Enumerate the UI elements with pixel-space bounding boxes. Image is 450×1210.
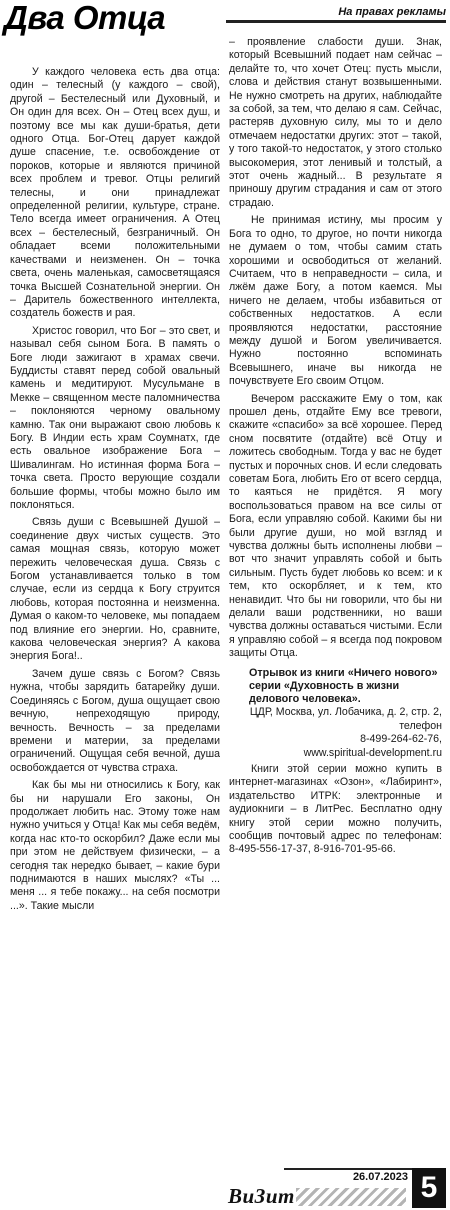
paragraph: Христос говорил, что Бог – это свет, и называл себя сыном Бога. В память о Боге люди зажигают в храмах свечи. Буддисты ставят перед собой овальный камень и медитируют. Мусульмане в Мекке – священном месте паломничества – поклоняются черному овальному камню. Так они выражают свою любовь к Богу. В Индии есть храм Соумнатх, где есть овальное изображение Бога – Шивалингам. Но истинная форма Бога – точка света. Просто верующие создали большие формы, чтобы можно было им поклоняться. bbox=[10, 324, 220, 511]
paragraph: У каждого человека есть два отца: один – телесный (у каждого – свой), другой – Бестелесный или Духовный, и Он один для всех. Он – Отец всех душ, и поэтому все мы как души-братья, дети одного Отца. Бог-Отец дарует каждой душе спасение, т.е. освобождение от пороков, которые и являются причиной всех проблем и тревог. Отцы религий телесны, и они принадлежат определенной религии, культуре, стране. Тело всегда имеет ограничения. А Отец всех – бестелесный, безграничный. Он обладает всеми положительными качествами и неизменен. Он – точка света, очень маленькая, самосветящаяся точка Высшей Сознательной энергии. Он – Даритель божественного интеллекта, создатель божеств и рая. bbox=[10, 66, 220, 320]
source-website[interactable]: www.spiritual-development.ru bbox=[303, 746, 442, 759]
newspaper-logo: ВиЗит bbox=[228, 1184, 295, 1208]
source-contacts bbox=[229, 706, 442, 760]
footer-stripes bbox=[296, 1188, 406, 1206]
page-footer bbox=[226, 1168, 450, 1210]
source-phone: 8-499-264-62-76, bbox=[360, 733, 442, 746]
paragraph: Как бы мы ни относились к Богу, как бы ни нарушали Его законы, Он продолжает любить нас. Этому тоже нам нужно учиться у Отца! Как мы себя ведём, когда нас кто-то оскорбил? Даже если мы при этом не действуем физически, – а сегодня так нередко бывает, – какие бури поднимаются в наших мыслях? «Ты ... меня ... я тебе покажу... на себя посмотри ...». Такие мысли bbox=[10, 779, 220, 912]
issue-date: 26.07.2023 bbox=[284, 1168, 412, 1182]
paragraph: Вечером расскажите Ему о том, как прошел день, отдайте Ему все тревоги, скажите «спасибо» за всё хорошее. Перед сном посвятите (отдайте) всё Отцу и ложитесь свободным. Тогда у вас не будет пустых и порочных снов. И если следовать советам Бога, любить Его от всего сердца, то каяться не придётся. Я могу воспользоваться правом на все силы от Бога, если управляю собой. Какими бы ни были другие души, но мой взгляд и чувства должны быть исполнены любви – вот что значит управлять собой и быть сильным. Пусть будет любовь ко всем: и к тем, кто оскорбляет, и к тем, кто ненавидит. Что бы ни говорили, что бы ни делали ваши родственники, но ваши чувства должны оставаться чистыми. Если я управляю собой – я всегда под покровом защиты Отца. bbox=[229, 392, 442, 660]
ad-label: На правах рекламы bbox=[338, 6, 446, 18]
header-rule bbox=[226, 20, 446, 23]
purchase-info: Книги этой серии можно купить в интернет-магазинах «Озон», «Лабиринт», издательство ИТРК: электронные и аудиокниги – в ЛитРес. Бесплатно одну книгу этой серии можно получить, сообщив почтовый адрес по телефонам: 8-495-556-17-37, 8-916-701-95-66. bbox=[229, 762, 442, 856]
source-address: ЦДР, Москва, ул. Лобачика, д. 2, стр. 2, телефон bbox=[249, 706, 442, 732]
source-heading: Отрывок из книги «Ничего нового» серии «Духовность в жизни делового человека». bbox=[249, 666, 438, 706]
article-title: Два Отца bbox=[4, 0, 166, 36]
paragraph: Не принимая истину, мы просим у Бога то одно, то другое, но почти никогда не думаем о том, чтобы самим стать хорошими и освободиться от желаний. Считаем, что в неправедности – сила, и лжём даже Богу, а потом каемся. Мы ничего не делаем, чтобы избавиться от собственных недостатков. А если проявляются недостатки, расстояние между душой и Богом увеличивается. Нужно постоянно вспоминать Всевышнего, иначе вы никогда не почувствуете Его своим Отцом. bbox=[229, 214, 442, 388]
paragraph: – проявление слабости души. Знак, который Всевышний подает нам сейчас – делайте то, что хочет Отец: пусть мысли, слова и действия станут возвышенными. Не нужно смотреть на других, наблюдайте за собой, за тем, что делаю я сам. Сейчас, растеряв духовную силу, мы то и дело отмечаем недостатки других: этот – такой, у того такой-то недостаток, у этого столько высокомерия, этот ленивый и толстый, а этот очень жадный... В результате я приношу другим страдания и сам от этого страдаю. bbox=[229, 36, 442, 209]
book-source bbox=[229, 667, 442, 857]
right-column bbox=[229, 36, 442, 1161]
left-column bbox=[10, 66, 220, 1196]
paragraph: Связь души с Всевышней Душой – соединение двух чистых существ. Это самая мощная связь, которую может пережить человеческая душа. Связь с Богом устанавливается только в том случае, если из сердца к Богу струится любовь, которая постоянна и неизменна. Думая о каком-то человеке, мы попадаем под влияние его энергии. Но, сравните, какова человеческая энергия? А какова энергия Бога!.. bbox=[10, 516, 220, 663]
page-number: 5 bbox=[412, 1168, 446, 1208]
paragraph: Зачем душе связь с Богом? Связь нужна, чтобы зарядить батарейку души. Соединяясь с Богом, душа ощущает свою вечную, непреходящую природу, вечность. Вечность – за пределами времени и материи, за пределами ограничений. Ощущая себя вечной, душа освобождается от чувства страха. bbox=[10, 667, 220, 774]
